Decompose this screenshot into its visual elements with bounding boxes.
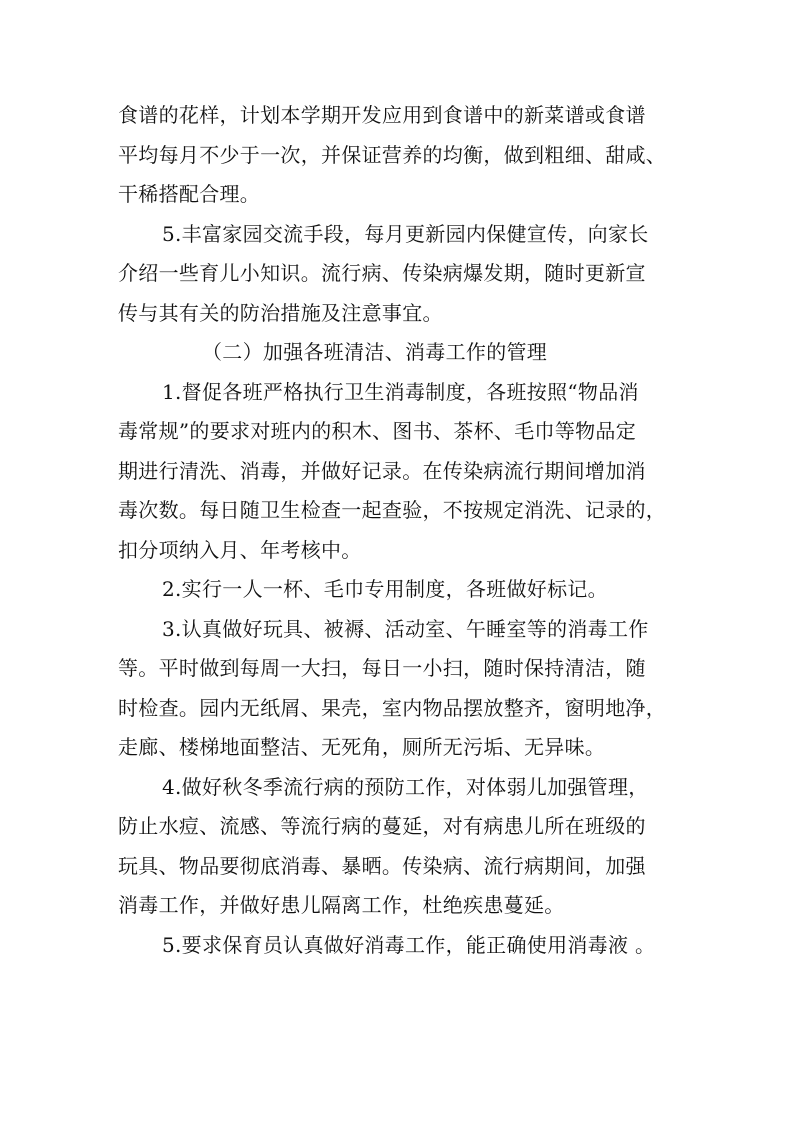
- paragraph-line: 3.认真做好玩具、被褥、活动室、午睡室等的消毒工作: [162, 616, 649, 641]
- paragraph-line: 平均每月不少于一次，并保证营养的均衡，做到粗细、甜咸、: [118, 142, 667, 167]
- paragraph-line: 期进行清洗、消毒，并做好记录。在传染病流行期间增加消: [118, 458, 646, 483]
- paragraph-line: 时检查。园内无纸屑、果壳，室内物品摆放整齐，窗明地净，: [118, 695, 667, 720]
- paragraph-line: 介绍一些育儿小知识。流行病、传染病爆发期，随时更新宣: [118, 261, 646, 285]
- paragraph-line: 2.实行一人一杯、毛巾专用制度，各班做好标记。: [162, 577, 608, 601]
- paragraph-line: 传与其有关的防治措施及注意事宜。: [118, 300, 443, 325]
- paragraph-line: 食谱的花样，计划本学期开发应用到食谱中的新菜谱或食谱: [118, 103, 646, 127]
- paragraph-line: 消毒工作，并做好患儿隔离工作，杜绝疾患蔓延。: [118, 893, 565, 917]
- paragraph-line: 5.要求保育员认真做好消毒工作，能正确使用消毒液 。: [162, 932, 656, 957]
- paragraph-line: 毒常规”的要求对班内的积木、图书、茶杯、毛巾等物品定: [118, 419, 637, 443]
- paragraph-line: 4.做好秋冬季流行病的预防工作，对体弱儿加强管理，: [162, 774, 649, 799]
- paragraph-line: 扣分项纳入月、年考核中。: [118, 537, 362, 562]
- paragraph-line: 走廊、楼梯地面整洁、无死角，厕所无污垢、无异味。: [118, 735, 606, 759]
- paragraph-line: 5.丰富家园交流手段，每月更新园内保健宣传，向家长: [162, 221, 649, 246]
- section-heading: （二）加强各班清洁、消毒工作的管理: [202, 340, 548, 364]
- paragraph-line: 玩具、物品要彻底消毒、暴晒。传染病、流行病期间，加强: [118, 853, 646, 878]
- paragraph-line: 防止水痘、流感、等流行病的蔓延，对有病患儿所在班级的: [118, 814, 646, 838]
- paragraph-line: 毒次数。每日随卫生检查一起查验，不按规定消洗、记录的，: [118, 498, 667, 522]
- document-body: [118, 96, 678, 965]
- paragraph-line: 等。平时做到每周一大扫，每日一小扫，随时保持清洁，随: [118, 656, 646, 680]
- paragraph-line: 1.督促各班严格执行卫生消毒制度，各班按照“物品消: [162, 379, 639, 404]
- paragraph-line: 干稀搭配合理。: [118, 182, 261, 206]
